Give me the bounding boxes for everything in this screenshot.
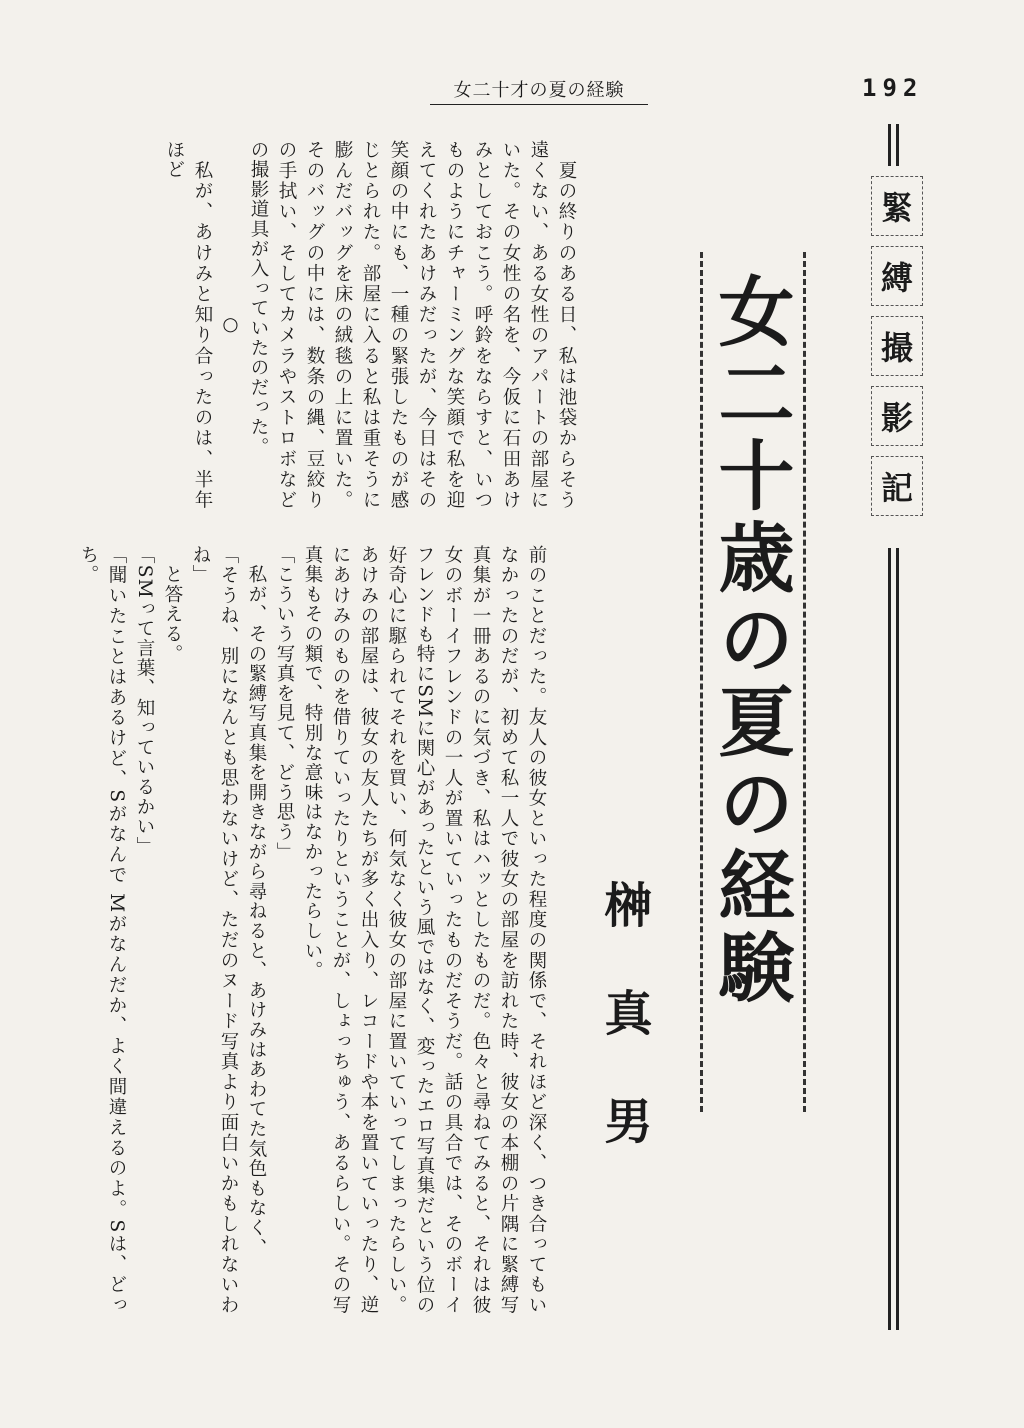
right-rule-top-2	[896, 124, 899, 166]
right-rule-bottom-1	[888, 548, 891, 1330]
paragraph: 夏の終りのある日、私は池袋からそう遠くない、ある女性のアパートの部屋にいた。その女性の名を、今仮に石田あけみとしておこう。呼鈴をならすと、いつものようにチャーミングな笑顔で私を迎えてくれたあけみだったが、今日はその笑顔の中にも、一種の緊張したものが感じとられた。部屋に入ると私は重そうに膨んだバッグを床の絨毯の上に置いた。そのバッグの中には、数条の縄、豆絞りの手拭い、そしてカメラやストロボなどの撮影道具が入っていたのだった。	[248, 140, 577, 510]
body-text-lower	[78, 545, 550, 1315]
article-author: 榊真男	[596, 880, 652, 1204]
section-separator: ○	[220, 313, 241, 337]
series-char: 縛	[871, 246, 923, 306]
series-char: 記	[871, 456, 923, 516]
paragraph: 私が、あけみと知り合ったのは、半年ほど	[164, 140, 213, 510]
right-rule-bottom-2	[896, 548, 899, 1330]
running-title: 女二十才の夏の経験	[430, 76, 648, 105]
page-number: 192	[862, 74, 924, 102]
body-text-upper	[150, 140, 580, 510]
dialogue: 「こういう写真を見て、どう思う」	[274, 545, 295, 862]
article-title: 女二十歳の夏の経験	[706, 272, 795, 1010]
right-rule-top-1	[888, 124, 891, 166]
series-char: 撮	[871, 316, 923, 376]
dialogue: 「そうね、別になんとも思わないけど、ただのヌード写真より面白いかもしれないわね」	[190, 545, 239, 1315]
dialogue: 「聞いたことはあるけど、Sがなんで Mがなんだか、よく間違えるのよ。Sは、どっち。	[78, 545, 127, 1315]
paragraph: と答える。	[162, 545, 183, 664]
paragraph: 前のことだった。友人の彼女といった程度の関係で、それほど深く、つき合ってもいなかったのだが、初めて私一人で彼女の部屋を訪れた時、彼女の本棚の片隅に緊縛写真集が一冊あるのに気づき、私はハッとしたものだ。色々と尋ねてみると、それは彼女のボーイフレンドの一人が置いていったものだそうだ。話の具合では、そのボーイフレンドも特にSMに関心があったという風ではなく、変ったエロ写真集だという位の好奇心に駆られてそれを買い、何気なく彼女の部屋に置いていってしまったらしい。あけみの部屋は、彼女の友人たちが多く出入り、レコードや本を置いていったり、逆にあけみのものを借りていったりということが、しょっちゅう、あるらしい。その写真集もその類で、特別な意味はなかったらしい。	[302, 545, 547, 1315]
dialogue: 「SMって言葉、知っているかい」	[134, 545, 155, 857]
series-char: 影	[871, 386, 923, 446]
series-char: 緊	[871, 176, 923, 236]
series-label	[868, 176, 926, 526]
paragraph: 私が、その緊縛写真集を開きながら尋ねると、あけみはあわてた気色もなく、	[246, 545, 267, 1258]
